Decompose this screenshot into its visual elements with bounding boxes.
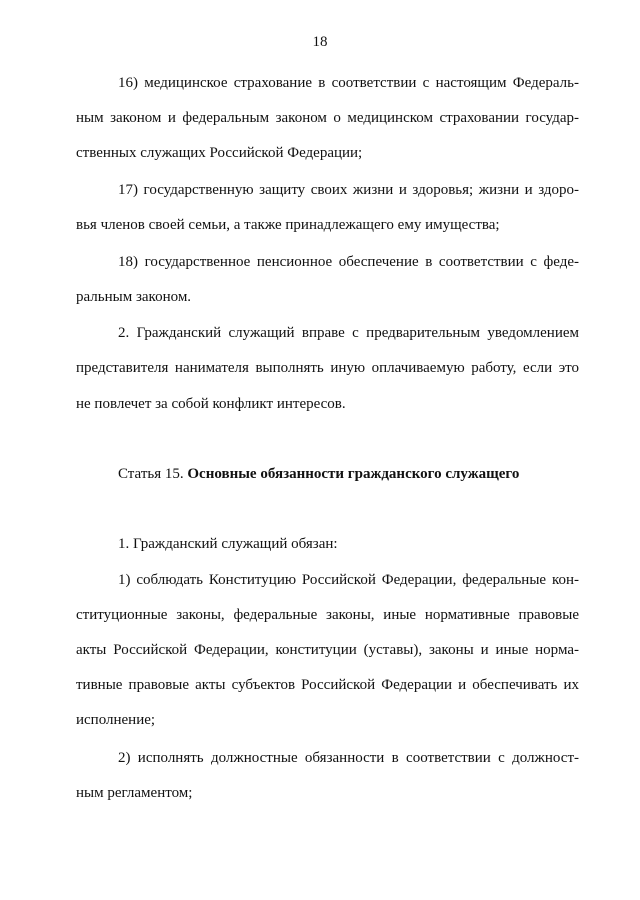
text-line: представителя нанимателя выполнять иную оплачиваемую работу, если это xyxy=(76,360,579,376)
page-number: 18 xyxy=(312,34,328,50)
text-line: 1) соблюдать Конституцию Российской Федерации, федеральные кон- xyxy=(118,572,579,588)
text-line: ным регламентом; xyxy=(76,785,193,801)
article-number: Статья 15. xyxy=(118,466,184,482)
text-line: ственных служащих Российской Федерации; xyxy=(76,145,363,161)
text-line: 16) медицинское страхование в соответствии с настоящим Федераль- xyxy=(118,75,579,91)
text-line: 17) государственную защиту своих жизни и здоровья; жизни и здоро- xyxy=(118,182,579,198)
text-line: 2) исполнять должностные обязанности в соответствии с должност- xyxy=(118,750,579,766)
text-line: ным законом и федеральным законом о медицинском страховании государ- xyxy=(76,110,579,126)
text-line: не повлечет за собой конфликт интересов. xyxy=(76,396,346,412)
text-line: вья членов своей семьи, а также принадлежащего ему имущества; xyxy=(76,217,500,233)
duties-intro: 1. Гражданский служащий обязан: xyxy=(118,536,338,552)
article-title: Основные обязанности гражданского служащего xyxy=(187,466,520,482)
article-heading xyxy=(118,464,579,484)
text-line: исполнение; xyxy=(76,712,156,728)
text-line: ральным законом. xyxy=(76,289,192,305)
text-line: тивные правовые акты субъектов Российской Федерации и обеспечивать их xyxy=(76,677,579,693)
text-line: 18) государственное пенсионное обеспечение в соответствии с феде- xyxy=(118,254,579,270)
text-line: акты Российской Федерации, конституции (уставы), законы и иные норма- xyxy=(76,642,579,658)
text-line: ституционные законы, федеральные законы, иные нормативные правовые xyxy=(76,607,579,623)
text-line: 2. Гражданский служащий вправе с предварительным уведомлением xyxy=(118,325,579,341)
